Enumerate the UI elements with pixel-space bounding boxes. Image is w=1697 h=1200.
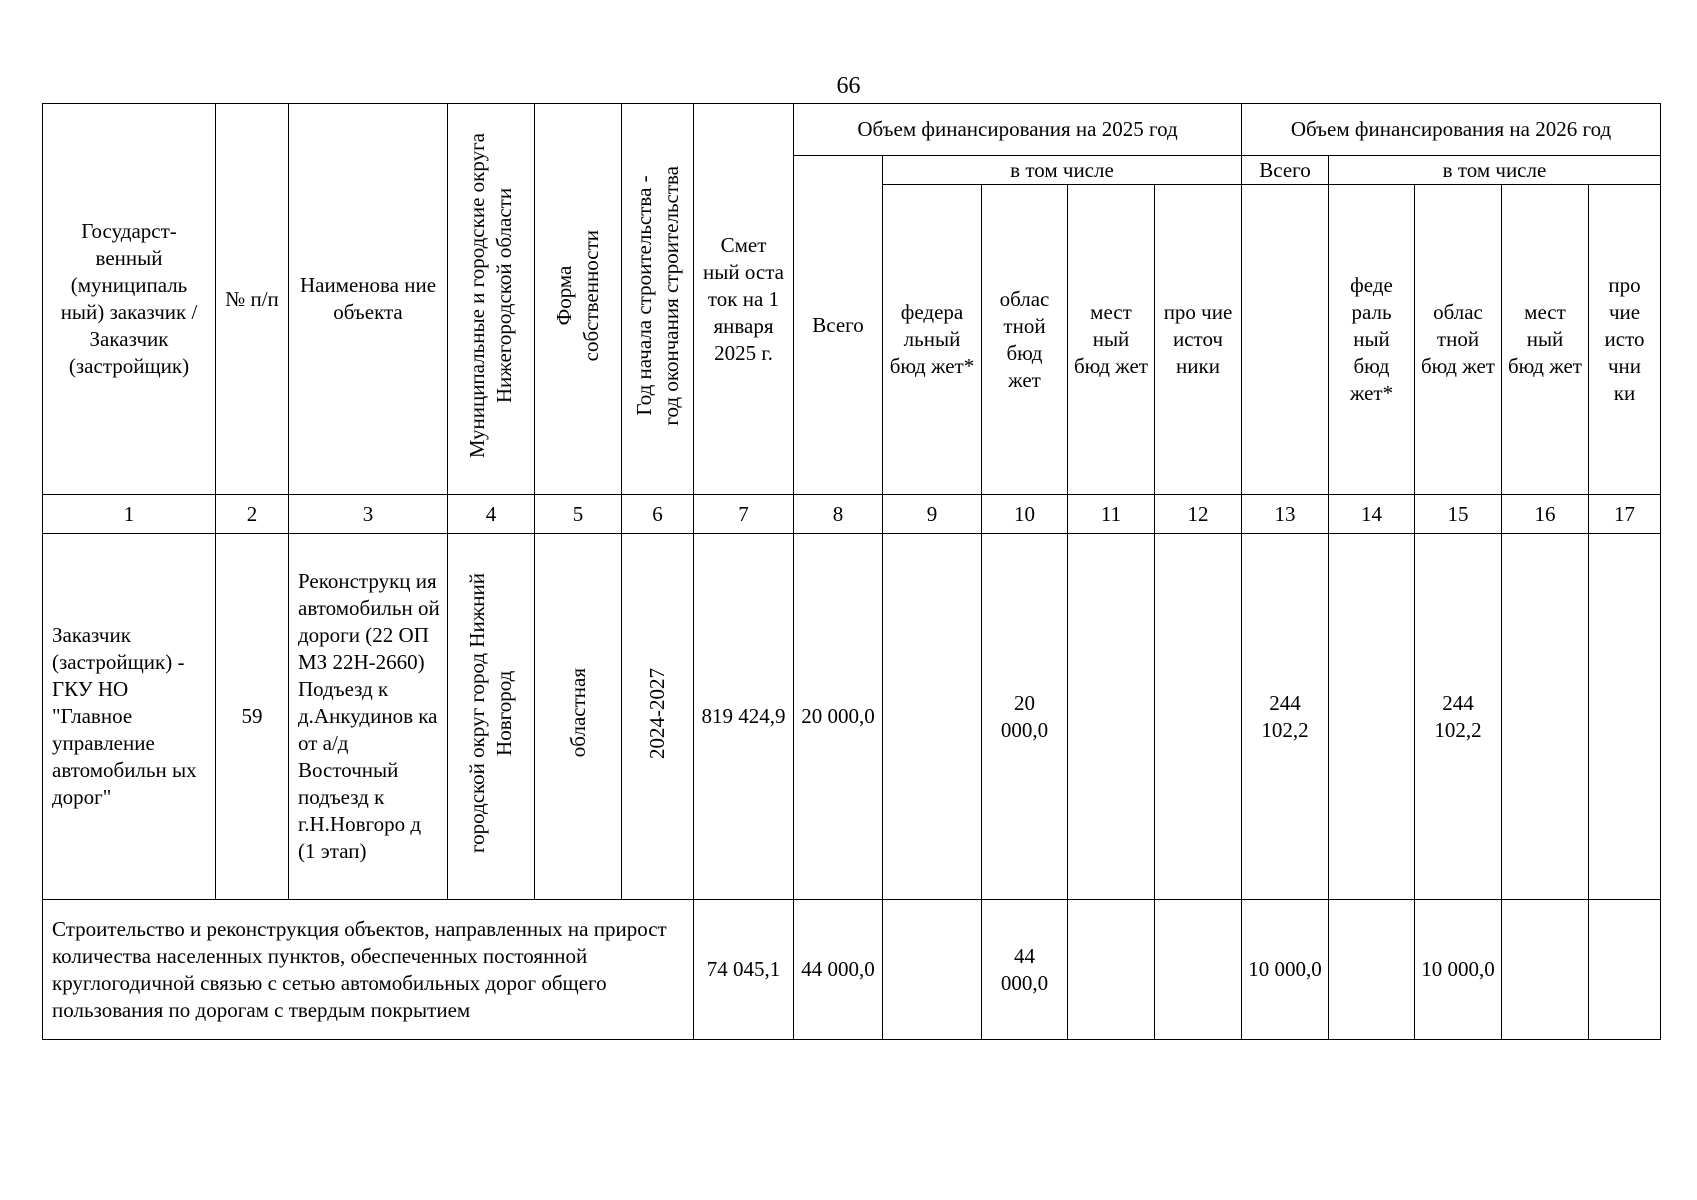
header-local-2025: мест ный бюд жет	[1068, 185, 1155, 495]
header-ownership-line1: Форма	[552, 265, 576, 326]
cell-regional-2025: 20 000,0	[982, 534, 1068, 900]
cell-ownership-text: областная	[565, 668, 590, 758]
header-regional-2026: облас тной бюд жет	[1415, 185, 1502, 495]
cell-federal-2025	[883, 534, 982, 900]
column-number: 3	[289, 495, 448, 534]
header-municipality-line1: Муниципальные и городские округа	[465, 132, 489, 459]
column-number: 11	[1068, 495, 1155, 534]
summary-other-2025	[1155, 900, 1242, 1040]
header-group-2025: Объем финансирования на 2025 год	[794, 104, 1242, 156]
cell-number: 59	[216, 534, 289, 900]
header-ownership	[535, 104, 622, 495]
header-other-2025: про чие источ ники	[1155, 185, 1242, 495]
cell-ownership	[535, 534, 622, 900]
table-row	[43, 534, 1661, 900]
header-including-2025: в том числе	[883, 156, 1242, 185]
header-federal-2025: федера льный бюд жет*	[883, 185, 982, 495]
summary-estimate: 74 045,1	[694, 900, 794, 1040]
cell-local-2026	[1502, 534, 1589, 900]
column-number: 9	[883, 495, 982, 534]
cell-local-2025	[1068, 534, 1155, 900]
cell-municipality-line2: Новгород	[492, 670, 516, 756]
header-row-groups	[43, 104, 1661, 156]
column-number: 6	[622, 495, 694, 534]
header-object-name: Наименова ние объекта	[289, 104, 448, 495]
cell-municipality-line1: городской округ город Нижний	[465, 573, 489, 853]
summary-other-2026	[1589, 900, 1661, 1040]
column-number: 5	[535, 495, 622, 534]
column-number: 13	[1242, 495, 1329, 534]
column-number: 8	[794, 495, 883, 534]
summary-regional-2026: 10 000,0	[1415, 900, 1502, 1040]
header-total-2025: Всего	[794, 156, 883, 495]
header-years-line2: год окончания строительства	[658, 165, 683, 426]
summary-local-2026	[1502, 900, 1589, 1040]
column-number: 12	[1155, 495, 1242, 534]
column-number-row	[43, 495, 1661, 534]
header-estimate: Смет ный оста ток на 1 января 2025 г.	[694, 104, 794, 495]
column-number: 16	[1502, 495, 1589, 534]
column-number: 14	[1329, 495, 1415, 534]
page-number: 66	[836, 73, 861, 99]
summary-regional-2025: 44 000,0	[982, 900, 1068, 1040]
column-number: 4	[448, 495, 535, 534]
column-number: 7	[694, 495, 794, 534]
header-years-line1: Год начала строительства -	[631, 175, 656, 416]
cell-estimate: 819 424,9	[694, 534, 794, 900]
summary-total-2026: 10 000,0	[1242, 900, 1329, 1040]
header-other-2026: про чие исто чни ки	[1589, 185, 1661, 495]
header-ownership-line2: собственности	[579, 229, 603, 362]
financing-table	[42, 103, 1661, 1040]
header-municipality	[448, 104, 535, 495]
cell-total-2026: 244 102,2	[1242, 534, 1329, 900]
cell-years-text: 2024-2027	[645, 667, 669, 759]
column-number: 17	[1589, 495, 1661, 534]
summary-federal-2025	[883, 900, 982, 1040]
cell-total-2025: 20 000,0	[794, 534, 883, 900]
cell-object-name: Реконструкц ия автомобильн ой дороги (22 ОП МЗ 22Н-2660) Подъезд к д.Анкудинов ка от а/д Восточный подъезд к г.Н.Новгоро д (1 этап)	[289, 534, 448, 900]
header-federal-2026: феде раль ный бюд жет*	[1329, 185, 1415, 495]
column-number: 1	[43, 495, 216, 534]
header-local-2026: мест ный бюд жет	[1502, 185, 1589, 495]
header-number: № п/п	[216, 104, 289, 495]
cell-municipality	[448, 534, 535, 900]
cell-years	[622, 534, 694, 900]
header-total-2026-continuation	[1242, 185, 1329, 495]
header-group-2026: Объем финансирования на 2026 год	[1242, 104, 1661, 156]
header-total-2026: Всего	[1242, 156, 1329, 185]
cell-other-2026	[1589, 534, 1661, 900]
cell-customer: Заказчик (застройщик) - ГКУ НО "Главное управление автомобильн ых дорог"	[43, 534, 216, 900]
summary-local-2025	[1068, 900, 1155, 1040]
header-regional-2025: облас тной бюд жет	[982, 185, 1068, 495]
column-number: 15	[1415, 495, 1502, 534]
summary-total-2025: 44 000,0	[794, 900, 883, 1040]
column-number: 2	[216, 495, 289, 534]
summary-label: Строительство и реконструкция объектов, направленных на прирост количества населенных пунктов, обеспеченных постоянной круглогодичной связью с сетью автомобильных дорог общего пользования по дорогам с твердым покрытием	[43, 900, 694, 1040]
header-including-2026: в том числе	[1329, 156, 1661, 185]
column-number: 10	[982, 495, 1068, 534]
header-customer: Государст-венный (муниципаль ный) заказчик / Заказчик (застройщик)	[43, 104, 216, 495]
cell-other-2025	[1155, 534, 1242, 900]
cell-regional-2026: 244 102,2	[1415, 534, 1502, 900]
header-years	[622, 104, 694, 495]
cell-federal-2026	[1329, 534, 1415, 900]
summary-row	[43, 900, 1661, 1040]
header-municipality-line2: Нижегородской области	[492, 187, 516, 404]
summary-federal-2026	[1329, 900, 1415, 1040]
